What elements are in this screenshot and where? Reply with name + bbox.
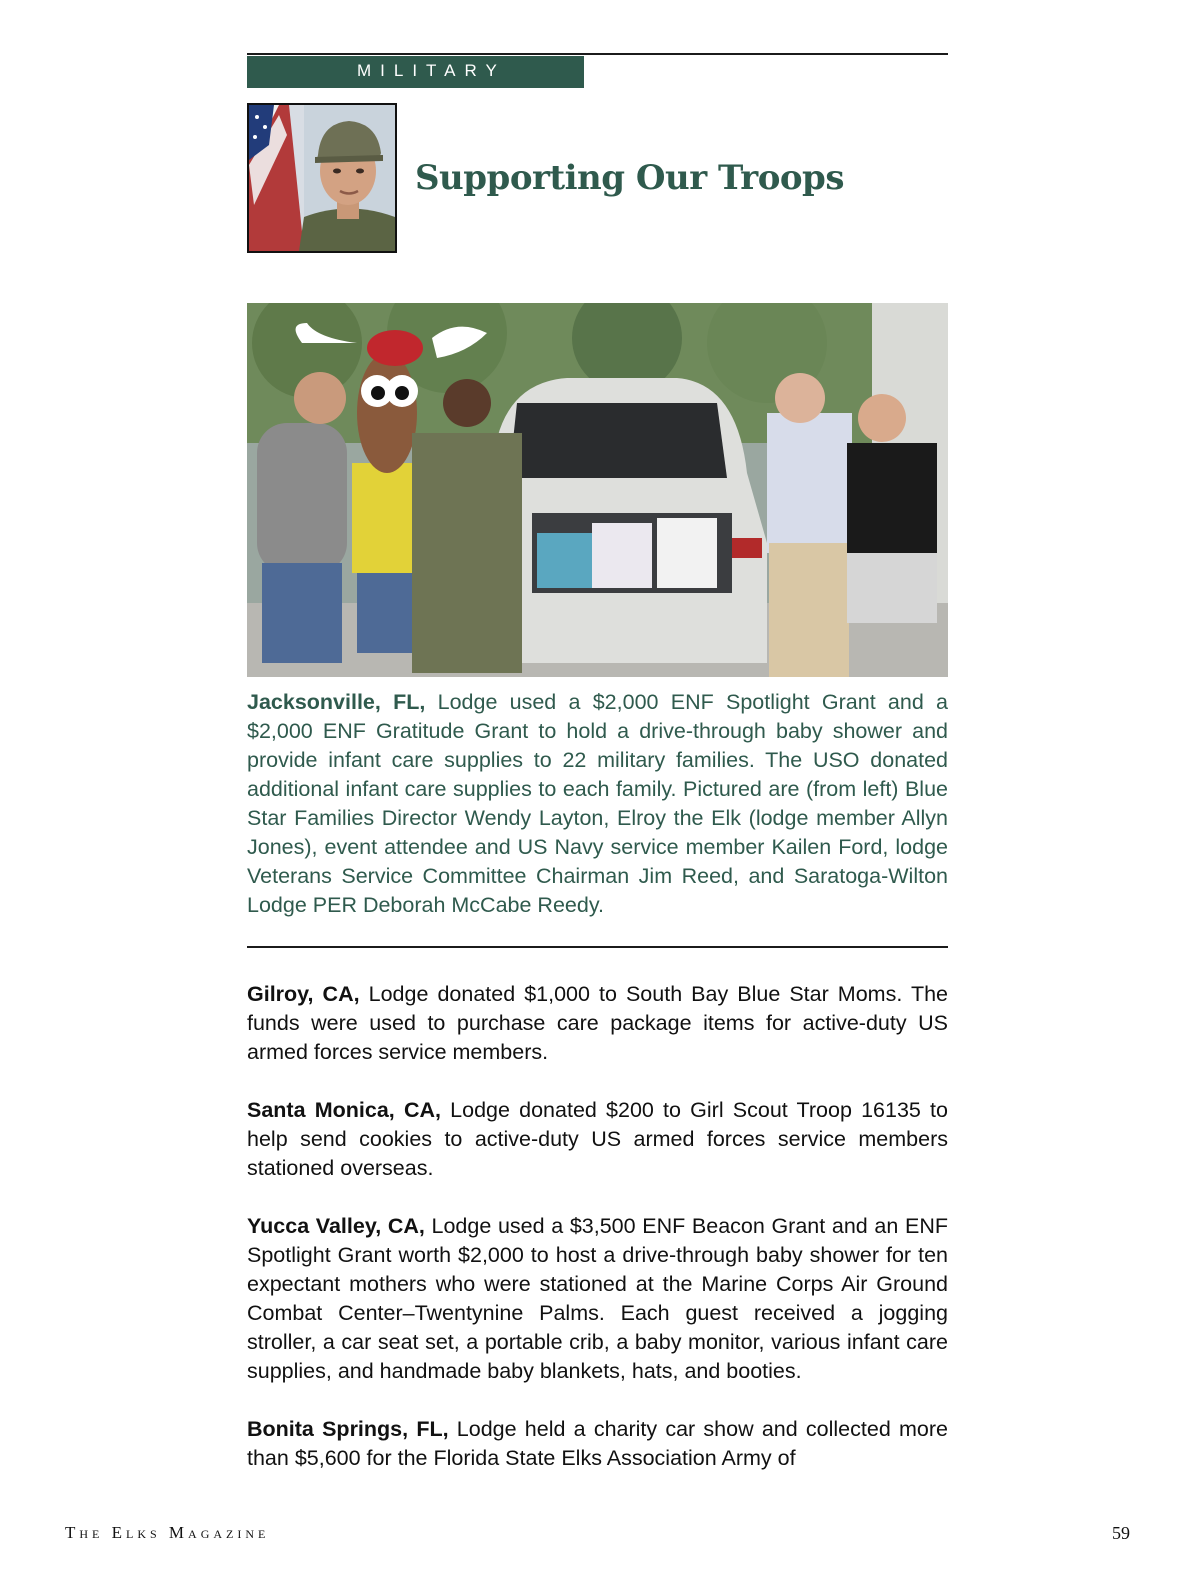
footer-magazine-name: The Elks Magazine [65, 1523, 270, 1542]
story-lead: Gilroy, CA, [247, 982, 360, 1006]
story-lead: Bonita Springs, FL, [247, 1417, 449, 1441]
story-lead: Yucca Valley, CA, [247, 1214, 425, 1238]
story-body: Lodge donated $200 to Girl Scout Troop 16135 to help send cookies to active-duty US armed forces service members stationed overseas. [247, 1098, 948, 1180]
page-title: Supporting Our Troops [415, 158, 844, 198]
story-item [247, 1212, 948, 1386]
story-lead: Santa Monica, CA, [247, 1098, 441, 1122]
section-label: MILITARY [247, 56, 584, 88]
story-item [247, 1415, 948, 1473]
top-rule [247, 53, 948, 55]
story-body: Lodge used a $3,500 ENF Beacon Grant and an ENF Spotlight Grant worth $2,000 to host a drive-through baby shower for ten expectant mothers who were stationed at the Marine Corps Air Ground Combat Center–Twentynine Palms. Each guest received a jogging stroller, a car seat set, a portable crib, a baby monitor, various infant care supplies, and handmade baby blankets, hats, and booties. [247, 1214, 948, 1383]
soldier-portrait-icon [247, 103, 397, 253]
story-list [247, 980, 948, 1502]
photo-caption [247, 688, 948, 920]
story-body: Lodge held a charity car show and collected more than $5,600 for the Florida State Elks Association Army of [247, 1417, 948, 1470]
story-item [247, 980, 948, 1067]
story-body: Lodge donated $1,000 to South Bay Blue Star Moms. The funds were used to purchase care package items for active-duty US armed forces service members. [247, 982, 948, 1064]
section-divider [247, 946, 948, 948]
caption-body: Lodge used a $2,000 ENF Spotlight Grant and a $2,000 ENF Gratitude Grant to hold a drive-through baby shower and provide infant care supplies to 22 military families. The USO donated additional infant care supplies to each family. Pictured are (from left) Blue Star Families Director Wendy Layton, Elroy the Elk (lodge member Allyn Jones), event attendee and US Navy service member Kailen Ford, lodge Veterans Service Committee Chairman Jim Reed, and Saratoga-Wilton Lodge PER Deborah McCabe Reedy. [247, 690, 948, 917]
story-item [247, 1096, 948, 1183]
page-number: 59 [1112, 1523, 1130, 1543]
caption-lead: Jacksonville, FL, [247, 690, 426, 714]
group-photo-car-trunk-icon [247, 303, 948, 677]
